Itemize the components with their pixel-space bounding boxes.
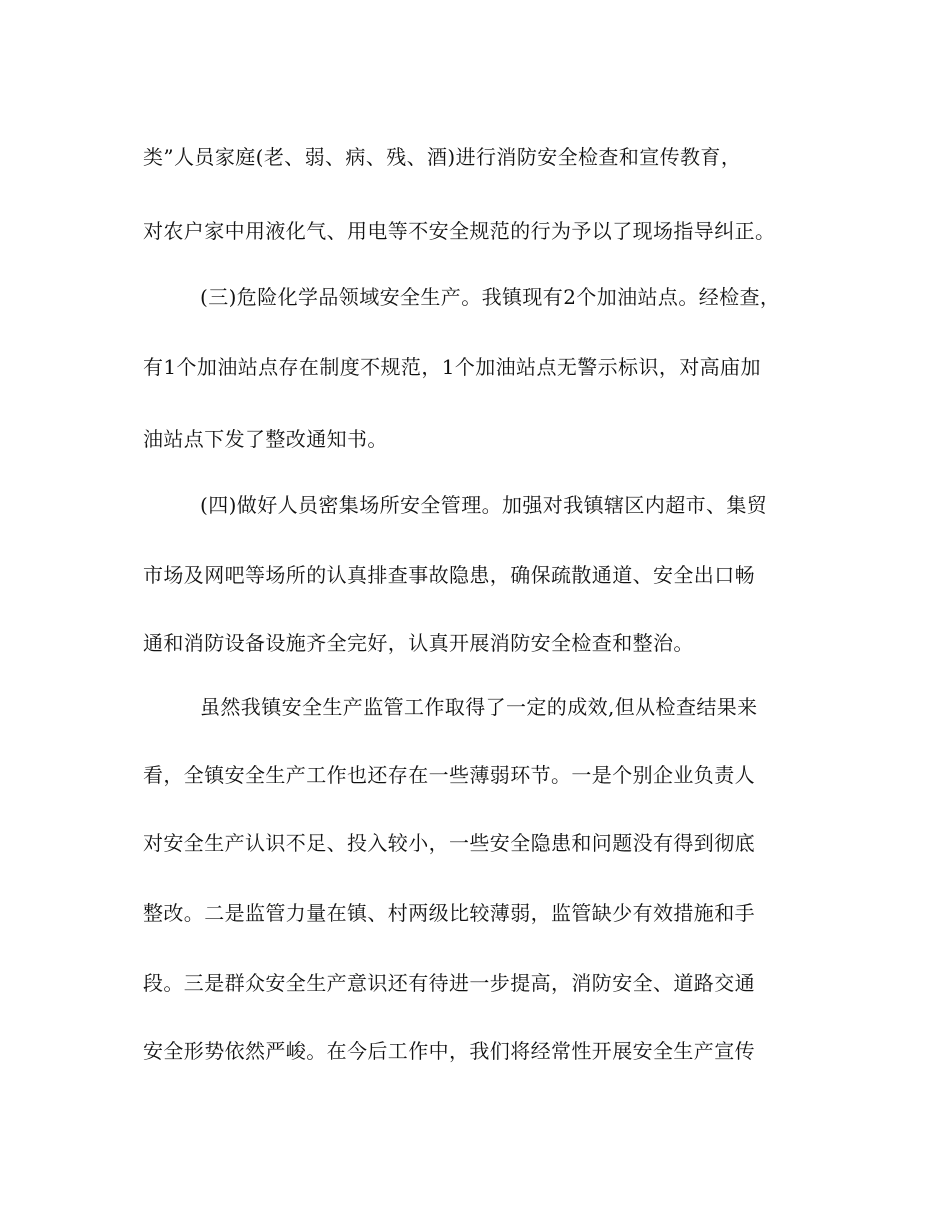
text-line: 看，全镇安全生产工作也还存在一些薄弱环节。一是个别企业负责人	[143, 763, 755, 787]
text-line: 对农户家中用液化气、用电等不安全规范的行为予以了现场指导纠正。	[143, 219, 776, 243]
text-line: 油站点下发了整改通知书。	[143, 427, 388, 451]
paragraph-heading-3: (三)危险化学品领域安全生产。我镇现有2个加油站点。经检查，	[200, 285, 781, 309]
text-line: 段。三是群众安全生产意识还有待进一步提高，消防安全、道路交通	[143, 971, 755, 995]
paragraph-heading-4: (四)做好人员密集场所安全管理。加强对我镇辖区内超市、集贸	[200, 493, 768, 517]
text-line: 整改。二是监管力量在镇、村两级比较薄弱，监管缺少有效措施和手	[143, 901, 755, 925]
text-line: 安全形势依然严峻。在今后工作中，我们将经常性开展安全生产宣传	[143, 1039, 755, 1063]
text-line: 对安全生产认识不足、投入较小，一些安全隐患和问题没有得到彻底	[143, 831, 755, 855]
text-line: 通和消防设备设施齐全完好，认真开展消防安全检查和整治。	[143, 631, 694, 655]
text-line: 类”人员家庭(老、弱、病、残、酒)进行消防安全检查和宣传教育，	[143, 145, 742, 169]
paragraph-start: 虽然我镇安全生产监管工作取得了一定的成效,但从检查结果来	[200, 695, 758, 719]
text-line: 有1个加油站点存在制度不规范，1个加油站点无警示标识，对高庙加	[143, 355, 761, 379]
text-line: 市场及网吧等场所的认真排查事故隐患，确保疏散通道、安全出口畅	[143, 563, 755, 587]
